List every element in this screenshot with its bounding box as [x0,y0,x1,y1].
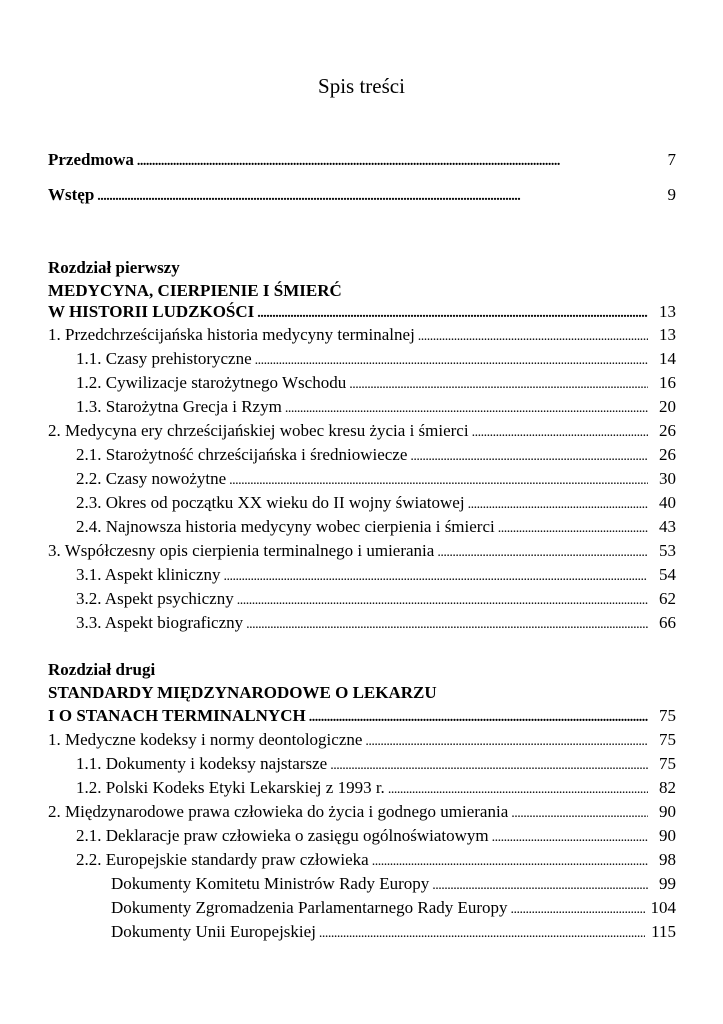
toc-entry[interactable] [76,397,676,419]
leader-dots [365,732,648,752]
toc-entry-text: 2. Międzynarodowe prawa człowieka do życia i godnego umierania [48,802,509,821]
leader-dots [410,447,648,467]
toc-entry[interactable] [76,469,676,491]
toc-entry[interactable] [111,874,676,896]
leader-dots [511,804,648,824]
toc-entry-text: 2.2. Czasy nowożytne [76,469,227,488]
toc-entry-text: 1. Medyczne kodeksy i normy deontologiczne [48,730,363,749]
page-title: Spis treści [318,74,405,98]
toc-entry-page: 20 [659,397,676,416]
toc-entry-text: 3. Współczesny opis cierpienia terminalnego i umierania [48,541,435,560]
leader-dots [255,351,648,371]
leader-dots [229,471,648,491]
leader-dots [372,852,648,872]
toc-entry-page: 7 [667,150,676,169]
toc-entry-text: Wstęp [48,185,95,204]
toc-entry-page: 66 [659,613,676,632]
chapter-title-entry[interactable] [48,706,676,728]
leader-dots [137,152,648,172]
leader-dots [237,591,648,611]
toc-entry[interactable] [76,349,676,371]
leader-dots [309,708,648,728]
leader-dots [418,327,648,347]
leader-dots [223,567,648,587]
toc-entry[interactable] [111,898,676,920]
toc-entry[interactable] [76,589,676,611]
toc-entry-page: 75 [659,730,676,749]
toc-entry-page: 90 [659,826,676,845]
toc-entry[interactable] [76,754,676,776]
toc-entry[interactable] [48,541,676,563]
toc-entry-text: 1.2. Cywilizacje starożytnego Wschodu [76,373,347,392]
toc-entry-text: Dokumenty Komitetu Ministrów Rady Europy [111,874,430,893]
toc-entry-text: I O STANACH TERMINALNYCH [48,706,306,725]
toc-entry-text: 2.3. Okres od początku XX wieku do II wojny światowej [76,493,465,512]
leader-dots [349,375,648,395]
toc-entry-text: 3.3. Aspekt biograficzny [76,613,244,632]
toc-entry[interactable] [76,373,676,395]
toc-entry-page: 14 [659,349,676,368]
leader-dots [97,187,648,207]
toc-entry[interactable] [48,730,676,752]
toc-entry-page: 13 [659,325,676,344]
leader-dots [498,519,648,539]
chapter-title-line: STANDARDY MIĘDZYNARODOWE O LEKARZU [48,683,437,702]
toc-entry-text: 1.1. Czasy prehistoryczne [76,349,252,368]
toc-entry[interactable] [48,325,676,347]
leader-dots [330,756,648,776]
toc-entry[interactable] [76,517,676,539]
toc-entry-text: 1.1. Dokumenty i kodeksy najstarsze [76,754,328,773]
toc-entry-page: 75 [659,754,676,773]
leader-dots [492,828,648,848]
toc-entry-page: 43 [659,517,676,536]
toc-entry-page: 104 [650,898,676,917]
toc-entry-page: 26 [659,421,676,440]
leader-dots [468,495,648,515]
toc-entry[interactable] [76,565,676,587]
toc-entry[interactable] [76,613,676,635]
toc-entry-text: Przedmowa [48,150,134,169]
toc-entry-text: 2.4. Najnowsza historia medycyny wobec cierpienia i śmierci [76,517,495,536]
chapter-title-entry[interactable] [48,302,676,324]
leader-dots [246,615,648,635]
toc-entry-page: 82 [659,778,676,797]
toc-entry-text: 1. Przedchrześcijańska historia medycyny terminalnej [48,325,415,344]
toc-entry[interactable] [76,778,676,800]
toc-entry-page: 90 [659,802,676,821]
toc-entry-page: 54 [659,565,676,584]
toc-entry-page: 30 [659,469,676,488]
toc-entry[interactable] [76,826,676,848]
toc-entry-text: 1.2. Polski Kodeks Etyki Lekarskiej z 1993 r. [76,778,385,797]
toc-entry-page: 53 [659,541,676,560]
toc-entry[interactable] [76,850,676,872]
toc-entry-text: W HISTORII LUDZKOŚCI [48,302,255,321]
toc-entry[interactable] [111,922,676,944]
toc-entry-page: 13 [659,302,676,321]
toc-entry-text: 3.1. Aspekt kliniczny [76,565,221,584]
toc-entry[interactable] [48,802,676,824]
toc-entry-page: 98 [659,850,676,869]
toc-entry-page: 40 [659,493,676,512]
toc-entry[interactable] [76,493,676,515]
toc-entry[interactable] [48,421,676,443]
chapter-label: Rozdział drugi [48,660,156,679]
toc-entry-page: 9 [667,185,676,204]
toc-entry-page: 26 [659,445,676,464]
toc-entry-text: 2. Medycyna ery chrześcijańskiej wobec kresu życia i śmierci [48,421,469,440]
toc-entry-text: Dokumenty Unii Europejskiej [111,922,316,941]
leader-dots [319,924,645,944]
chapter-label: Rozdział pierwszy [48,258,180,277]
chapter-title-line: MEDYCYNA, CIERPIENIE I ŚMIERĆ [48,281,342,300]
leader-dots [388,780,648,800]
toc-entry-wstep[interactable] [48,185,676,207]
leader-dots [511,900,645,920]
toc-entry-text: 1.3. Starożytna Grecja i Rzym [76,397,282,416]
toc-entry-przedmowa[interactable] [48,150,676,172]
toc-entry-page: 115 [651,922,676,941]
toc-entry-page: 62 [659,589,676,608]
leader-dots [472,423,648,443]
leader-dots [437,543,648,563]
toc-entry-page: 16 [659,373,676,392]
toc-entry-text: 2.2. Europejskie standardy praw człowieka [76,850,369,869]
toc-entry-page: 99 [659,874,676,893]
leader-dots [257,304,648,324]
leader-dots [432,876,648,896]
leader-dots [285,399,648,419]
toc-entry-text: 2.1. Deklaracje praw człowieka o zasięgu ogólnoświatowym [76,826,489,845]
toc-entry-text: Dokumenty Zgromadzenia Parlamentarnego Rady Europy [111,898,508,917]
toc-entry-text: 3.2. Aspekt psychiczny [76,589,234,608]
toc-entry[interactable] [76,445,676,467]
toc-entry-page: 75 [659,706,676,725]
toc-entry-text: 2.1. Starożytność chrześcijańska i średniowiecze [76,445,408,464]
